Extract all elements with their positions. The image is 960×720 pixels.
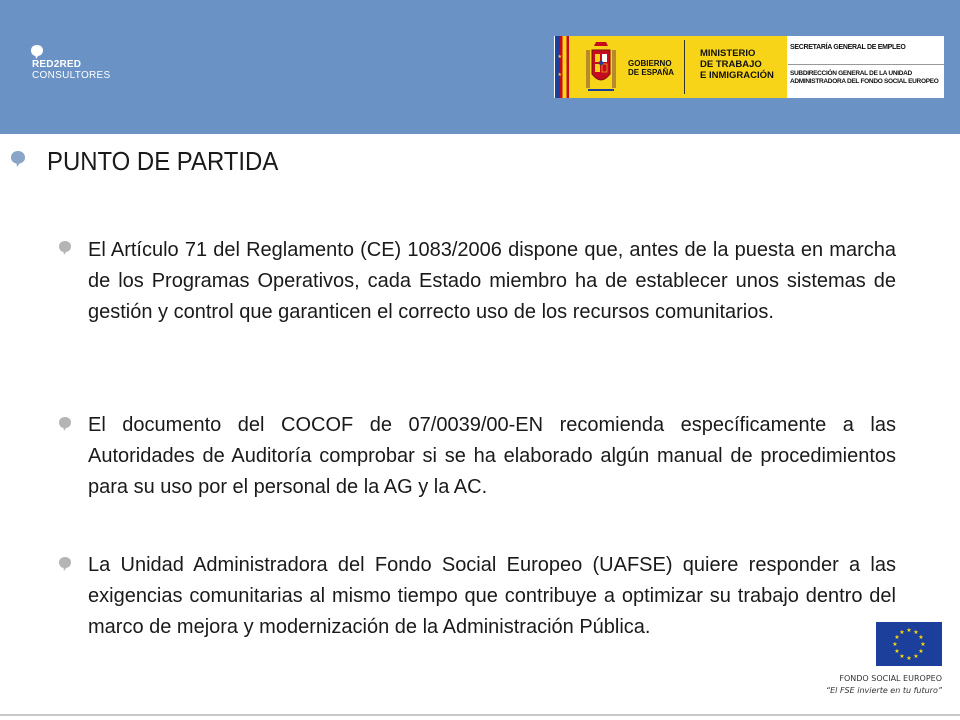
government-banner: [554, 36, 944, 98]
paragraph-2: El documento del COCOF de 07/0039/00-EN recomienda específicamente a las Autoridades de Auditoría comprobar si se ha elaborado algún manual de procedimientos para su uso por el personal de la AG y la AC.: [88, 414, 896, 498]
gov-divider: [684, 40, 685, 94]
gobierno-label: GOBIERNO DE ESPAÑA: [628, 59, 675, 77]
bullet-icon: [58, 556, 72, 572]
bullet-icon: [58, 416, 72, 432]
svg-text:★: ★: [894, 634, 900, 641]
paragraph-3: La Unidad Administradora del Fondo Social Europeo (UAFSE) quiere responder a las exigencias comunitarias al mismo tiempo que contribuye a optimizar su trabajo dentro del marco de mejora y modernización de la Administración Pública.: [88, 554, 896, 638]
svg-text:★: ★: [918, 648, 924, 655]
page-title: PUNTO DE PARTIDA: [47, 146, 279, 176]
svg-text:★: ★: [894, 648, 900, 655]
svg-text:★: ★: [913, 629, 919, 636]
ministerio-label: MINISTERIO DE TRABAJO E INMIGRACIÓN: [700, 48, 774, 81]
svg-text:★: ★: [906, 627, 912, 634]
paragraph-1: El Artículo 71 del Reglamento (CE) 1083/2006 dispone que, antes de la puesta en marcha de los Programas Operativos, cada Estado miembro ha de establecer unos sistemas de gestión y control que garanticen el correcto uso de los recursos comunitarios.: [88, 239, 896, 323]
fund-name: FONDO SOCIAL EUROPEO: [839, 674, 942, 683]
svg-text:★: ★: [913, 653, 919, 660]
coat-of-arms-icon: [584, 40, 618, 94]
svg-text:★: ★: [557, 72, 562, 78]
svg-text:★: ★: [557, 54, 562, 60]
gov-right-separator: [788, 64, 944, 65]
speech-drop-icon: [30, 44, 44, 60]
svg-text:★: ★: [899, 653, 905, 660]
svg-text:★: ★: [918, 634, 924, 641]
logo-line2: CONSULTORES: [32, 70, 111, 81]
spain-flag-strip: [555, 36, 569, 98]
svg-text:★: ★: [892, 641, 898, 648]
subdireccion-label: SUBDIRECCIÓN GENERAL DE LA UNIDAD ADMINISTRADORA DEL FONDO SOCIAL EUROPEO: [790, 70, 939, 85]
eu-caption: [800, 674, 942, 695]
eu-flag-icon: [876, 622, 942, 666]
secretaria-label: SECRETARÍA GENERAL DE EMPLEO: [790, 44, 906, 51]
bullet-icon: [58, 240, 72, 256]
title-bullet-icon: [10, 150, 26, 168]
fund-slogan: “El FSE invierte en tu futuro”: [825, 686, 942, 695]
gov-right-panel: [788, 36, 944, 98]
logo-line1: RED2RED: [32, 59, 82, 70]
bottom-divider: [0, 714, 960, 716]
svg-text:★: ★: [899, 629, 905, 636]
svg-text:★: ★: [906, 655, 912, 662]
svg-text:★: ★: [920, 641, 926, 648]
